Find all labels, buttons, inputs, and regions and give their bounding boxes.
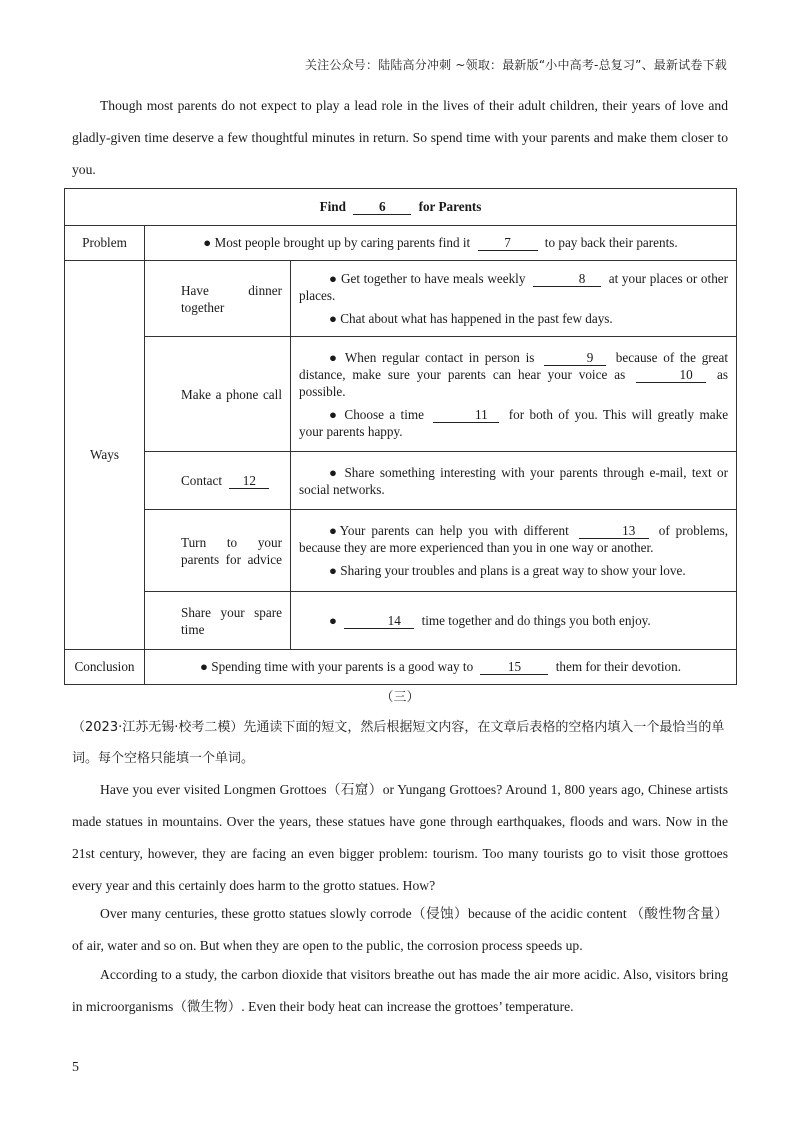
passage-paragraph-2: Over many centuries, these grotto statues slowly corrode（侵蚀）because of the acidic content （酸性物含量）of air, water and so on. But when they are open to the public, the corrosion process speeds up. bbox=[72, 906, 728, 953]
parents-table bbox=[64, 188, 737, 685]
conclusion-text: ● Spending time with your parents is a good way to 15 them for their devotion. bbox=[145, 650, 737, 685]
phone-item-1: ● When regular contact in person is 9 because of the great distance, make sure your parents can hear your voice as 10 as possible. bbox=[299, 349, 729, 399]
problem-text: ● Most people brought up by caring parents find it 7 to pay back their parents. bbox=[145, 226, 737, 261]
ways-row-advice bbox=[65, 510, 737, 592]
problem-label: Problem bbox=[65, 226, 145, 261]
blank-11: 11 bbox=[433, 408, 499, 423]
blank-10: 10 bbox=[636, 368, 706, 383]
way-content-phone bbox=[291, 337, 737, 452]
dinner-item-1: ● Get together to have meals weekly 8 at your places or other places. bbox=[299, 271, 729, 303]
conclusion-row bbox=[65, 650, 737, 685]
contact-item-1: ● Share something interesting with your parents through e-mail, text or social networks. bbox=[299, 464, 729, 497]
advice-item-2: ● Sharing your troubles and plans is a great way to show your love. bbox=[329, 563, 686, 578]
problem-row bbox=[65, 226, 737, 261]
ways-row-contact bbox=[65, 452, 737, 510]
blank-12: 12 bbox=[229, 474, 269, 489]
passage-paragraph-3: According to a study, the carbon dioxide that visitors breathe out has made the air more acidic. Also, visitors bring in microorganisms（微生物）. Even their body heat can increase the grottoes’ temperature. bbox=[72, 967, 728, 1014]
ways-row-phone bbox=[65, 337, 737, 452]
advice-item-1: ●Your parents can help you with different 13 of problems, because they are more experienced than you in one way or another. bbox=[299, 523, 729, 555]
blank-7: 7 bbox=[478, 236, 538, 251]
conclusion-label: Conclusion bbox=[65, 650, 145, 685]
blank-8: 8 bbox=[533, 272, 601, 287]
blank-15: 15 bbox=[480, 660, 548, 675]
page-number: 5 bbox=[72, 1060, 79, 1075]
table-title bbox=[65, 189, 737, 226]
phone-item-2: ● Choose a time 11 for both of you. This will greatly make your parents happy. bbox=[299, 406, 729, 439]
way-name-phone: Make a phone call bbox=[145, 337, 291, 452]
blank-9: 9 bbox=[544, 351, 606, 366]
way-name-contact: Contact 12 bbox=[145, 452, 291, 510]
spare-time-item-1: ● 14 time together and do things you both enjoy. bbox=[329, 613, 651, 628]
way-name-advice: Turn to your parents for advice bbox=[145, 510, 291, 592]
way-name-dinner: Have dinner together bbox=[145, 261, 291, 337]
way-content-advice bbox=[291, 510, 737, 592]
way-content-contact bbox=[291, 452, 737, 510]
page-header: 关注公众号：陆陆高分冲刺 ~领取：最新版“小中高考-总复习”、最新试卷下载 bbox=[304, 58, 727, 72]
ways-row-spare-time bbox=[65, 592, 737, 650]
section-mark: （三） bbox=[380, 690, 420, 705]
blank-6: 6 bbox=[353, 200, 411, 215]
way-content-dinner bbox=[291, 261, 737, 337]
way-content-spare-time bbox=[291, 592, 737, 650]
table-title-row bbox=[65, 189, 737, 226]
title-pre: Find bbox=[319, 199, 346, 214]
way-name-spare-time: Share your spare time bbox=[145, 592, 291, 650]
ways-row-dinner bbox=[65, 261, 737, 337]
ways-label: Ways bbox=[65, 261, 145, 650]
title-post: for Parents bbox=[418, 199, 482, 214]
intro-paragraph: Though most parents do not expect to play a lead role in the lives of their adult children, their years of love and gladly-given time deserve a few thoughtful minutes in return. So spend time with your parents and make them closer to you. bbox=[72, 98, 728, 177]
blank-14: 14 bbox=[344, 614, 414, 629]
dinner-item-2: ● Chat about what has happened in the past few days. bbox=[329, 311, 613, 326]
instruction-text: （2023·江苏无锡·校考二模）先通读下面的短文，然后根据短文内容，在文章后表格的空格内填入一个最恰当的单词。每个空格只能填一个单词。 bbox=[72, 720, 725, 766]
passage-paragraph-1: Have you ever visited Longmen Grottoes（石窟）or Yungang Grottoes? Around 1, 800 years ago, Chinese artists made statues in mountains. Over the years, these statues have gone through earthquakes, floods and wars. Now in the 21st century, however, they are facing an even bigger problem: tourism. Too many tourists go to visit those grottoes every year and this certainly does harm to the grotto statues. How? bbox=[72, 782, 728, 893]
blank-13: 13 bbox=[579, 524, 649, 539]
